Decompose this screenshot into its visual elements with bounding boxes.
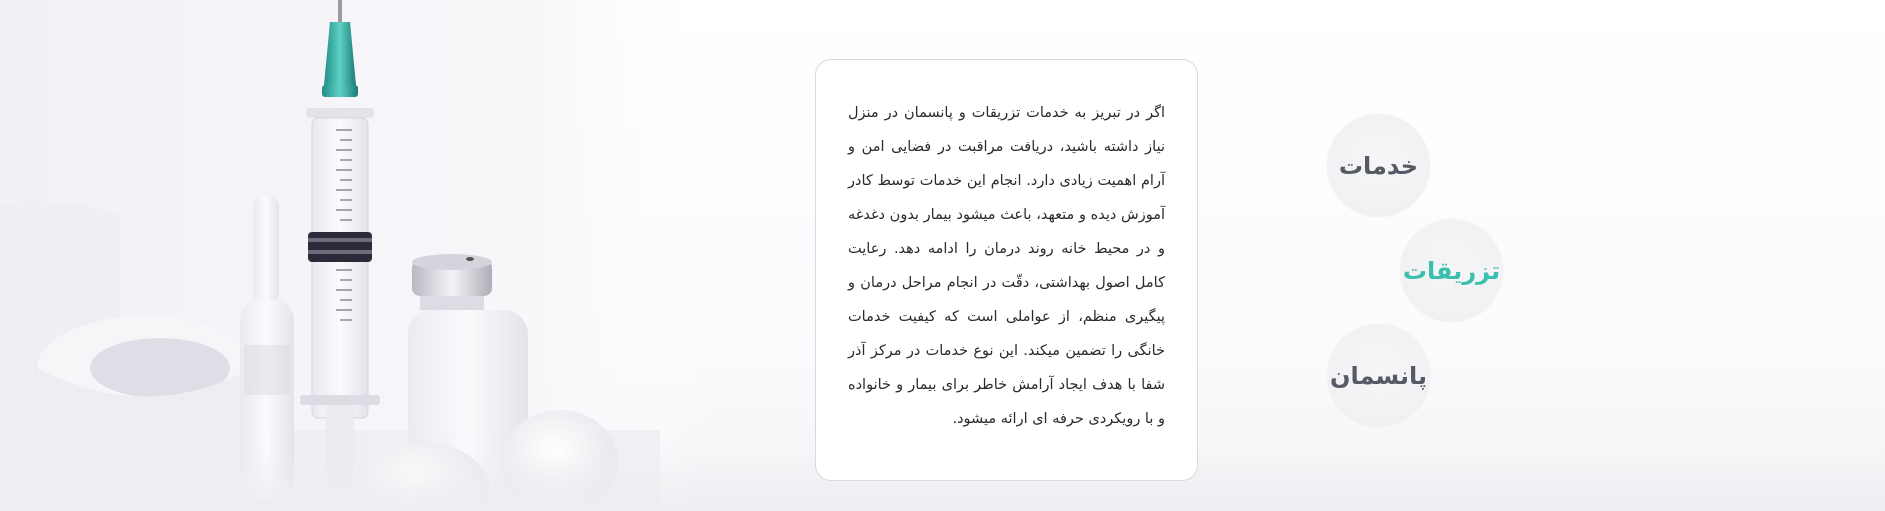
service-description-card: [815, 59, 1198, 481]
tab-services[interactable]: [1327, 114, 1430, 217]
tab-dressing-label: پانسمان: [1329, 361, 1428, 390]
service-description-text: اگر در تبریز به خدمات تزریقات و پانسمان در منزل نیاز داشته باشید، دریافت مراقبت در فضایی امن و آرام اهمیت زیادی دارد. انجام این خدمات توسط کادر آموزش دیده و متعهد، باعث میشود بیمار بدون دغدغه و در محیط خانه روند درمان را ادامه دهد. رعایت کامل اصول بهداشتی، دقّت در انجام مراحل درمان و پیگیری منظم، از عواملی است که کیفیت خدمات خانگی را تضمین میکند. این نوع خدمات در مرکز آذر شفا با هدف ایجاد آرامش خاطر برای بیمار و خانواده و با رویکردی حرفه ای ارائه میشود.: [848, 105, 1165, 427]
tab-injections[interactable]: [1400, 219, 1503, 322]
service-tabs: [1320, 112, 1520, 432]
tab-services-label: خدمات: [1338, 151, 1419, 180]
tab-dressing[interactable]: [1327, 324, 1430, 427]
medical-supplies-illustration: [0, 0, 720, 511]
tab-injections-label: تزریقات: [1402, 256, 1501, 285]
